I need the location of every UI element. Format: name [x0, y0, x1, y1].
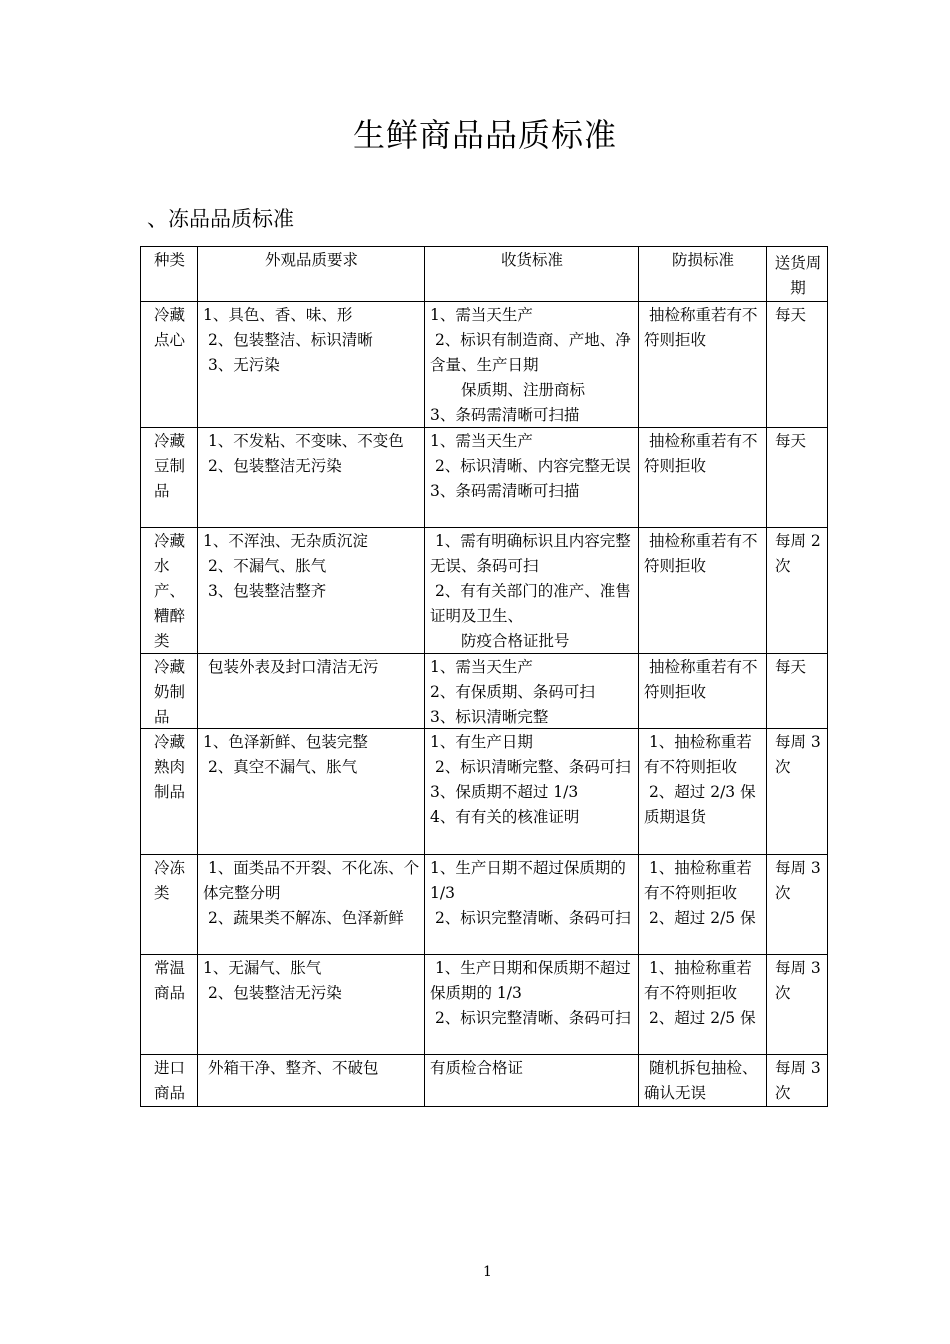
- table-row: [141, 302, 828, 428]
- cell-type-line: 常温: [154, 959, 186, 977]
- cell-type: [141, 1055, 198, 1107]
- cell-loss-prevention-line: 抽检称重若有不符则拒收: [644, 432, 758, 475]
- cell-delivery-cycle: 每天: [767, 428, 828, 528]
- cell-loss-prevention: [639, 955, 767, 1055]
- cell-type: [141, 955, 198, 1055]
- cell-loss-prevention: [639, 528, 767, 654]
- cell-loss-prevention-line: 抽检称重若有不符则拒收: [644, 306, 758, 349]
- cell-receiving-line: 3、标识清晰完整: [430, 708, 549, 726]
- cell-delivery-cycle: 每天: [767, 302, 828, 428]
- cell-appearance-line: 1、无漏气、胀气: [203, 959, 322, 977]
- header-delivery-cycle: 送货周期: [767, 247, 828, 302]
- cell-loss-prevention-line: 2、超过 2/5 保: [644, 909, 756, 927]
- cell-receiving-line: 1、需有明确标识且内容完整无误、条码可扫: [430, 532, 631, 575]
- cell-type-line: 冷藏: [154, 532, 186, 550]
- cell-receiving-line: 1、需当天生产: [430, 306, 533, 324]
- cell-receiving: [425, 729, 639, 855]
- cell-delivery-cycle: 每天: [767, 654, 828, 729]
- header-appearance: 外观品质要求: [198, 247, 425, 302]
- cell-receiving-line: 防疫合格证批号: [430, 632, 570, 650]
- cell-loss-prevention: [639, 855, 767, 955]
- cell-appearance-line: 2、包装整洁无污染: [203, 457, 342, 475]
- cell-type-line: 冷藏: [154, 733, 186, 751]
- cell-receiving-line: 2、有保质期、条码可扫: [430, 683, 595, 701]
- cell-receiving: [425, 955, 639, 1055]
- cell-loss-prevention: [639, 428, 767, 528]
- cell-appearance: [198, 955, 425, 1055]
- cell-receiving-line: 1、需当天生产: [430, 658, 533, 676]
- cell-receiving-line: 2、标识完整清晰、条码可扫: [430, 1009, 631, 1027]
- cell-type-line: 冷藏: [154, 306, 186, 324]
- cell-receiving: [425, 654, 639, 729]
- cell-receiving-line: 1、有生产日期: [430, 733, 533, 751]
- header-loss-prevention: 防损标准: [639, 247, 767, 302]
- cell-type-line: 冷藏: [154, 658, 186, 676]
- table-row: [141, 654, 828, 729]
- cell-appearance-line: 2、真空不漏气、胀气: [203, 758, 358, 776]
- table-row: [141, 855, 828, 955]
- table-row: [141, 1055, 828, 1107]
- page-title: 生鲜商品品质标准: [352, 116, 617, 154]
- cell-receiving-line: 2、标识清晰、内容完整无误: [430, 457, 631, 475]
- cell-receiving-line: 2、有有关部门的准产、准售证明及卫生、: [430, 582, 631, 625]
- cell-type-line: 熟肉: [154, 758, 186, 776]
- cell-appearance-line: 2、蔬果类不解冻、色泽新鲜: [203, 909, 404, 927]
- cell-type-line: 商品: [154, 984, 186, 1002]
- cell-appearance: [198, 1055, 425, 1107]
- cell-type: [141, 729, 198, 855]
- cell-type-line: 产、: [154, 582, 186, 600]
- cell-receiving-line: 3、条码需清晰可扫描: [430, 406, 580, 424]
- cell-delivery-cycle: 每周 3 次: [767, 1055, 828, 1107]
- cell-receiving: [425, 1055, 639, 1107]
- table-header-row: [141, 247, 828, 302]
- cell-type: [141, 428, 198, 528]
- cell-receiving: [425, 528, 639, 654]
- cell-type-line: 水: [154, 557, 170, 575]
- section-heading: 、冻品品质标准: [147, 207, 294, 231]
- cell-loss-prevention: [639, 1055, 767, 1107]
- cell-receiving-line: 保质期、注册商标: [430, 381, 586, 399]
- cell-receiving-line: 4、有有关的核准证明: [430, 808, 580, 826]
- cell-delivery-cycle: 每周 3 次: [767, 855, 828, 955]
- cell-type: [141, 855, 198, 955]
- table-row: [141, 729, 828, 855]
- cell-appearance: [198, 428, 425, 528]
- cell-delivery-cycle: 每周 3 次: [767, 729, 828, 855]
- cell-delivery-cycle: 每周 2 次: [767, 528, 828, 654]
- cell-receiving-line: 3、条码需清晰可扫描: [430, 482, 580, 500]
- cell-type: [141, 654, 198, 729]
- cell-receiving-line: 1、生产日期不超过保质期的 1/3: [430, 859, 631, 902]
- cell-receiving-line: 有质检合格证: [430, 1059, 524, 1077]
- cell-receiving: [425, 855, 639, 955]
- cell-type-line: 类: [154, 884, 170, 902]
- cell-appearance: [198, 654, 425, 729]
- cell-appearance-line: 包装外表及封口清洁无污: [203, 658, 379, 676]
- cell-type-line: 制品: [154, 783, 186, 801]
- cell-type-line: 奶制: [154, 683, 186, 701]
- cell-appearance-line: 3、无污染: [203, 356, 280, 374]
- cell-appearance-line: 1、不发粘、不变味、不变色: [203, 432, 404, 450]
- cell-loss-prevention: [639, 302, 767, 428]
- table-row: [141, 528, 828, 654]
- cell-appearance-line: 1、面类品不开裂、不化冻、个体完整分明: [203, 859, 420, 902]
- cell-receiving: [425, 302, 639, 428]
- cell-receiving-line: 1、需当天生产: [430, 432, 533, 450]
- cell-loss-prevention-line: 1、抽检称重若有不符则拒收: [644, 859, 752, 902]
- cell-loss-prevention-line: 2、超过 2/5 保: [644, 1009, 756, 1027]
- cell-type: [141, 528, 198, 654]
- cell-appearance-line: 2、不漏气、胀气: [203, 557, 327, 575]
- cell-type-line: 类: [154, 632, 170, 650]
- cell-type: [141, 302, 198, 428]
- cell-appearance-line: 外箱干净、整齐、不破包: [203, 1059, 379, 1077]
- cell-receiving: [425, 428, 639, 528]
- cell-appearance-line: 1、具色、香、味、形: [203, 306, 353, 324]
- cell-receiving-line: 2、标识完整清晰、条码可扫: [430, 909, 631, 927]
- cell-loss-prevention-line: 抽检称重若有不符则拒收: [644, 658, 758, 701]
- header-type: 种类: [141, 247, 198, 302]
- cell-appearance-line: 3、包装整洁整齐: [203, 582, 327, 600]
- cell-loss-prevention-line: 1、抽检称重若有不符则拒收: [644, 733, 752, 776]
- cell-type-line: 糟醉: [154, 607, 186, 625]
- cell-receiving-line: 1、生产日期和保质期不超过保质期的 1/3: [430, 959, 631, 1002]
- cell-type-line: 豆制: [154, 457, 186, 475]
- header-receiving: 收货标准: [425, 247, 639, 302]
- cell-loss-prevention-line: 1、抽检称重若有不符则拒收: [644, 959, 752, 1002]
- cell-appearance-line: 2、包装整洁、标识清晰: [203, 331, 373, 349]
- page-number: 1: [483, 1264, 492, 1280]
- cell-receiving-line: 3、保质期不超过 1/3: [430, 783, 579, 801]
- cell-type-line: 冷藏: [154, 432, 186, 450]
- cell-appearance: [198, 855, 425, 955]
- cell-type-line: 进口: [154, 1059, 186, 1077]
- cell-appearance-line: 1、不浑浊、无杂质沉淀: [203, 532, 368, 550]
- cell-appearance-line: 2、包装整洁无污染: [203, 984, 342, 1002]
- cell-delivery-cycle: 每周 3 次: [767, 955, 828, 1055]
- cell-receiving-line: 2、标识有制造商、产地、净含量、生产日期: [430, 331, 631, 374]
- quality-standards-table: [140, 246, 828, 1107]
- cell-type-line: 点心: [154, 331, 186, 349]
- cell-appearance: [198, 302, 425, 428]
- cell-loss-prevention: [639, 654, 767, 729]
- cell-loss-prevention-line: 抽检称重若有不符则拒收: [644, 532, 758, 575]
- cell-loss-prevention-line: 随机拆包抽检、确认无误: [644, 1059, 758, 1102]
- cell-type-line: 商品: [154, 1084, 186, 1102]
- cell-type-line: 冷冻: [154, 859, 186, 877]
- cell-receiving-line: 2、标识清晰完整、条码可扫: [430, 758, 631, 776]
- cell-appearance: [198, 528, 425, 654]
- cell-loss-prevention: [639, 729, 767, 855]
- table-row: [141, 428, 828, 528]
- cell-appearance: [198, 729, 425, 855]
- table-row: [141, 955, 828, 1055]
- cell-type-line: 品: [154, 482, 170, 500]
- cell-appearance-line: 1、色泽新鲜、包装完整: [203, 733, 368, 751]
- cell-type-line: 品: [154, 708, 170, 726]
- cell-loss-prevention-line: 2、超过 2/3 保质期退货: [644, 783, 756, 826]
